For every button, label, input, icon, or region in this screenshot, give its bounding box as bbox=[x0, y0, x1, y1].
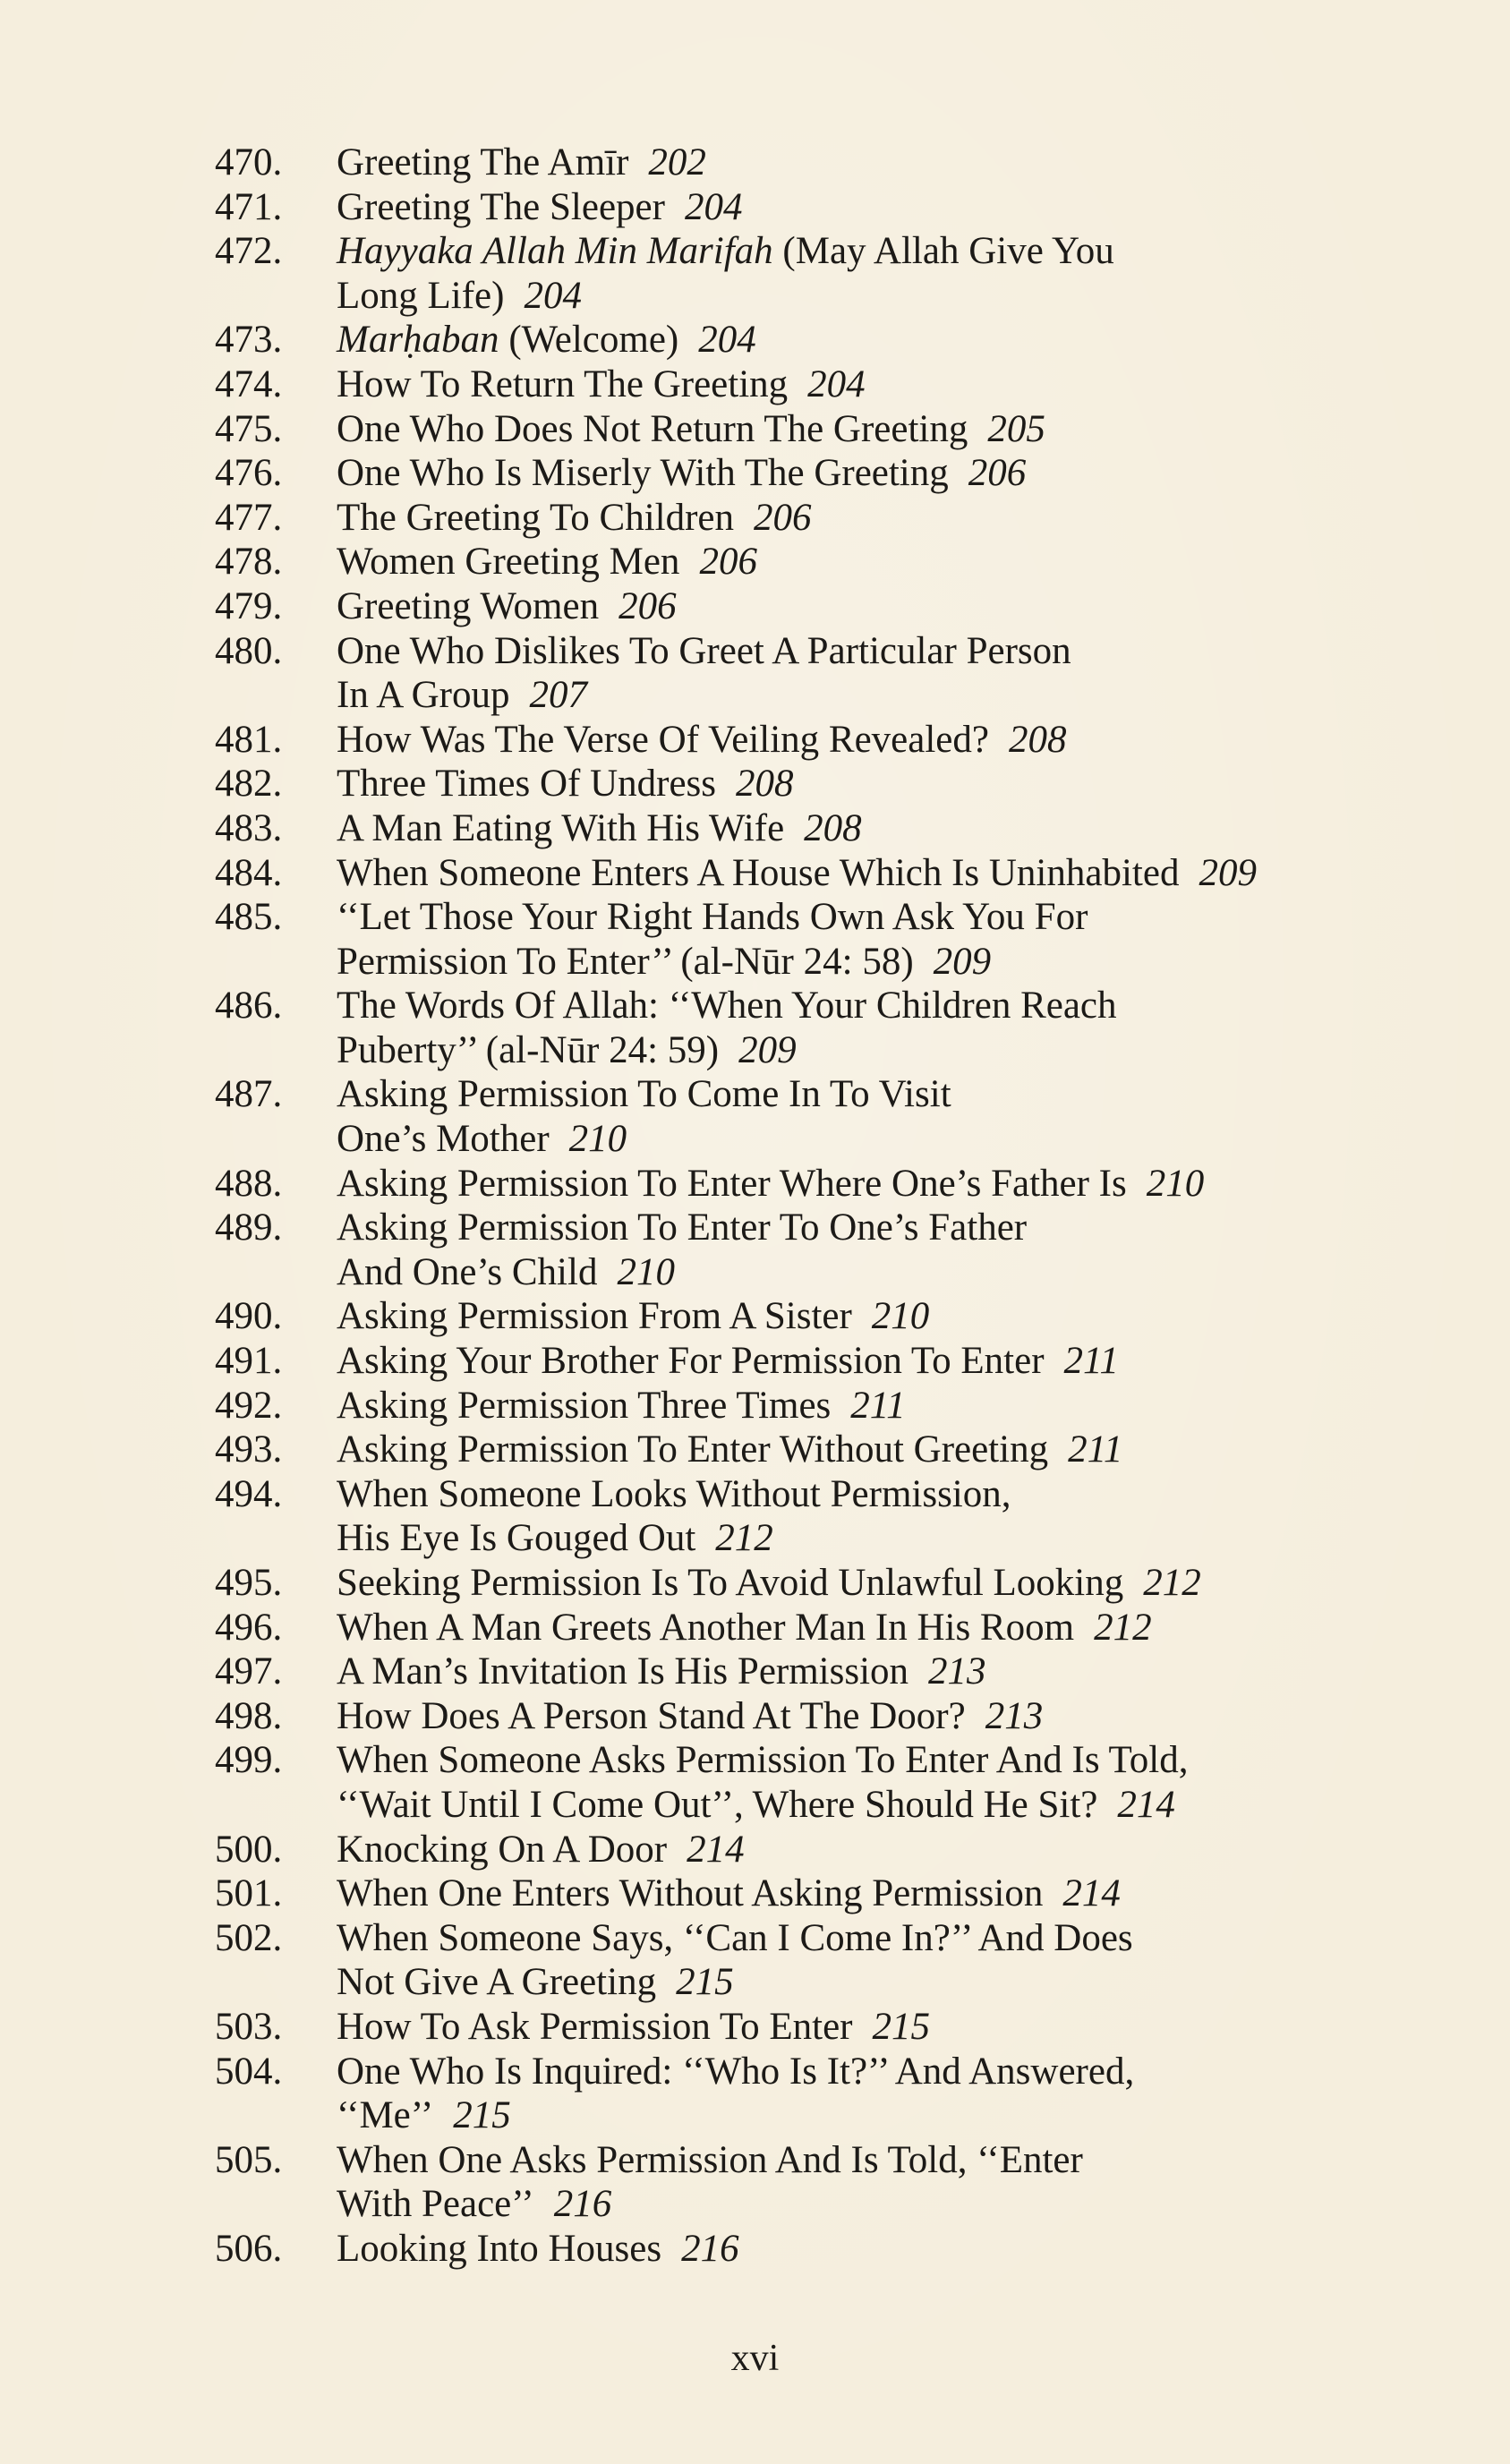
entry-title-italic-text: Marḥaban bbox=[337, 319, 499, 362]
entry-title-line bbox=[337, 806, 1468, 851]
entry-title-line bbox=[337, 1916, 1468, 1961]
entry-title-line bbox=[337, 762, 1468, 806]
entry-number: 477. bbox=[215, 496, 283, 539]
entry-title-text: Asking Permission To Come In To Visit bbox=[337, 1073, 951, 1116]
toc-entry bbox=[215, 1738, 1468, 1827]
entry-title-text: Knocking On A Door bbox=[337, 1828, 668, 1871]
entry-number: 482. bbox=[215, 763, 283, 806]
entry-title-text: Permission To Enter’’ (al-Nūr 24: 58) bbox=[337, 940, 914, 983]
entry-title-line bbox=[337, 1828, 1468, 1872]
entry-page-number: 213 bbox=[985, 1694, 1044, 1737]
entry-number: 489. bbox=[215, 1206, 283, 1249]
entry-title bbox=[337, 229, 1468, 318]
entry-title-text: Long Life) bbox=[337, 274, 505, 317]
toc-entry bbox=[215, 1294, 1468, 1339]
entry-page-number: 212 bbox=[715, 1517, 773, 1560]
entry-number: 506. bbox=[215, 2227, 283, 2270]
entry-page-number: 204 bbox=[807, 362, 866, 405]
entry-number: 492. bbox=[215, 1384, 283, 1427]
entry-number: 470. bbox=[215, 141, 283, 183]
entry-title bbox=[337, 2050, 1468, 2138]
entry-title-line bbox=[337, 496, 1468, 541]
entry-title-line bbox=[337, 274, 1468, 319]
entry-title bbox=[337, 1162, 1468, 1206]
entry-title-text: Greeting The Amīr bbox=[337, 141, 629, 183]
entry-title-text: A Man Eating With His Wife bbox=[337, 806, 785, 849]
entry-title-text: ‘‘Wait Until I Come Out’’, Where Should He Sit? bbox=[337, 1783, 1098, 1826]
entry-number: 471. bbox=[215, 185, 283, 228]
entry-number: 495. bbox=[215, 1562, 283, 1604]
entry-title-line bbox=[337, 2138, 1468, 2183]
entry-title bbox=[337, 2138, 1468, 2227]
toc-entry bbox=[215, 2005, 1468, 2050]
toc-entry bbox=[215, 141, 1468, 185]
entry-title-line bbox=[337, 1516, 1468, 1561]
entry-title bbox=[337, 629, 1468, 718]
entry-page-number: 209 bbox=[738, 1028, 797, 1071]
entry-number: 484. bbox=[215, 851, 283, 894]
entry-title-text: Asking Permission To Enter Without Greeting bbox=[337, 1428, 1049, 1471]
entry-number: 503. bbox=[215, 2005, 283, 2048]
toc-entry bbox=[215, 1650, 1468, 1694]
entry-title-text: His Eye Is Gouged Out bbox=[337, 1517, 696, 1560]
entry-title bbox=[337, 1650, 1468, 1694]
entry-page-number: 206 bbox=[699, 541, 757, 584]
entry-page-number: 214 bbox=[687, 1828, 745, 1871]
entry-title-line bbox=[337, 1561, 1468, 1606]
entry-title-text: The Words Of Allah: ‘‘When Your Children Reach bbox=[337, 985, 1117, 1027]
entry-number: 501. bbox=[215, 1872, 283, 1915]
entry-title bbox=[337, 1206, 1468, 1294]
entry-title bbox=[337, 1606, 1468, 1650]
page-folio: xvi bbox=[730, 2338, 780, 2379]
entry-title-text: Greeting Women bbox=[337, 584, 600, 627]
toc-entry bbox=[215, 1428, 1468, 1472]
entry-number: 491. bbox=[215, 1340, 283, 1383]
entry-title-line bbox=[337, 718, 1468, 763]
toc-entry bbox=[215, 1472, 1468, 1561]
entry-title-line bbox=[337, 1072, 1468, 1117]
entry-title bbox=[337, 540, 1468, 584]
entry-title-line bbox=[337, 185, 1468, 230]
entry-title bbox=[337, 451, 1468, 496]
entry-page-number: 202 bbox=[648, 141, 706, 183]
entry-page-number: 207 bbox=[529, 674, 587, 717]
entry-title-line bbox=[337, 1694, 1468, 1739]
toc-entry bbox=[215, 895, 1468, 984]
entry-title-text: Three Times Of Undress bbox=[337, 763, 716, 806]
entry-title-text: Asking Permission From A Sister bbox=[337, 1295, 852, 1338]
toc-entry bbox=[215, 851, 1468, 896]
entry-title-text: With Peace’’ bbox=[337, 2183, 534, 2226]
entry-title-line bbox=[337, 584, 1468, 629]
entry-number: 481. bbox=[215, 718, 283, 761]
entry-title-line bbox=[337, 984, 1468, 1028]
entry-page-number: 205 bbox=[987, 407, 1045, 450]
toc-entry bbox=[215, 1916, 1468, 2005]
entry-title bbox=[337, 1871, 1468, 1916]
entry-title-line bbox=[337, 1206, 1468, 1250]
entry-title-line bbox=[337, 629, 1468, 674]
entry-title bbox=[337, 1694, 1468, 1739]
toc-entry bbox=[215, 629, 1468, 718]
entry-page-number: 208 bbox=[804, 806, 862, 849]
toc-entry bbox=[215, 2227, 1468, 2272]
entry-title bbox=[337, 1294, 1468, 1339]
entry-page-number: 212 bbox=[1094, 1606, 1152, 1649]
entry-title-line bbox=[337, 1606, 1468, 1650]
entry-title-line bbox=[337, 451, 1468, 496]
entry-number: 502. bbox=[215, 1916, 283, 1959]
entry-title bbox=[337, 318, 1468, 362]
entry-title-text: Seeking Permission Is To Avoid Unlawful Looking bbox=[337, 1562, 1124, 1604]
entry-title-line bbox=[337, 2005, 1468, 2050]
entry-title-text: When A Man Greets Another Man In His Room bbox=[337, 1606, 1075, 1649]
entry-title-line bbox=[337, 229, 1468, 274]
entry-page-number: 211 bbox=[1063, 1340, 1119, 1383]
entry-page-number: 211 bbox=[850, 1384, 906, 1427]
toc-entry bbox=[215, 718, 1468, 763]
entry-page-number: 216 bbox=[553, 2183, 612, 2226]
entry-title-text: When Someone Looks Without Permission, bbox=[337, 1472, 1011, 1515]
entry-title-line bbox=[337, 1250, 1468, 1295]
entry-number: 493. bbox=[215, 1428, 283, 1471]
entry-title-text: (Welcome) bbox=[499, 319, 679, 362]
entry-title-italic-text: Hayyaka Allah Min Marifah bbox=[337, 230, 773, 273]
entry-title-line bbox=[337, 540, 1468, 584]
entry-number: 494. bbox=[215, 1472, 283, 1515]
entry-title bbox=[337, 1916, 1468, 2005]
entry-page-number: 204 bbox=[684, 185, 743, 228]
toc-entry bbox=[215, 318, 1468, 362]
entry-page-number: 214 bbox=[1062, 1872, 1121, 1915]
entry-number: 499. bbox=[215, 1739, 283, 1782]
toc-entry bbox=[215, 451, 1468, 496]
entry-number: 498. bbox=[215, 1694, 283, 1737]
entry-title-text: One Who Is Inquired: ‘‘Who Is It?’’ And Answered, bbox=[337, 2050, 1135, 2093]
entry-number: 473. bbox=[215, 319, 283, 362]
entry-number: 486. bbox=[215, 985, 283, 1027]
entry-page-number: 210 bbox=[871, 1295, 930, 1338]
entry-title bbox=[337, 141, 1468, 185]
entry-title bbox=[337, 584, 1468, 629]
entry-title-line bbox=[337, 851, 1468, 896]
entry-title-text: Asking Permission To Enter To One’s Father bbox=[337, 1206, 1028, 1249]
entry-title-line bbox=[337, 1650, 1468, 1694]
entry-number: 504. bbox=[215, 2050, 283, 2093]
entry-number: 480. bbox=[215, 629, 283, 672]
entry-title-text: Asking Your Brother For Permission To Enter bbox=[337, 1340, 1045, 1383]
entry-title-text: (May Allah Give You bbox=[772, 230, 1114, 273]
entry-title bbox=[337, 1384, 1468, 1428]
entry-title-line bbox=[337, 318, 1468, 362]
entry-title-line bbox=[337, 1960, 1468, 2005]
table-of-contents bbox=[215, 141, 1468, 2272]
entry-title-text: Puberty’’ (al-Nūr 24: 59) bbox=[337, 1028, 720, 1071]
toc-entry bbox=[215, 806, 1468, 851]
entry-title-line bbox=[337, 1162, 1468, 1206]
entry-page-number: 208 bbox=[736, 763, 794, 806]
toc-entry bbox=[215, 1072, 1468, 1161]
entry-page-number: 210 bbox=[1146, 1162, 1205, 1205]
entry-title bbox=[337, 806, 1468, 851]
entry-number: 505. bbox=[215, 2138, 283, 2181]
toc-entry bbox=[215, 584, 1468, 629]
entry-title-line bbox=[337, 1028, 1468, 1073]
entry-title-text: In A Group bbox=[337, 674, 510, 717]
entry-title-line bbox=[337, 2182, 1468, 2227]
entry-title bbox=[337, 1828, 1468, 1872]
entry-page-number: 213 bbox=[928, 1650, 986, 1693]
entry-title-line bbox=[337, 362, 1468, 407]
entry-title-text: How Was The Verse Of Veiling Revealed? bbox=[337, 718, 989, 761]
entry-page-number: 211 bbox=[1068, 1428, 1123, 1471]
entry-title-text: One Who Dislikes To Greet A Particular Person bbox=[337, 629, 1071, 672]
entry-title-line bbox=[337, 2050, 1468, 2094]
entry-title-text: When Someone Enters A House Which Is Uninhabited bbox=[337, 851, 1180, 894]
entry-title bbox=[337, 851, 1468, 896]
toc-entry bbox=[215, 1694, 1468, 1739]
entry-title-line bbox=[337, 1738, 1468, 1783]
entry-number: 497. bbox=[215, 1650, 283, 1693]
entry-page-number: 210 bbox=[568, 1118, 627, 1161]
entry-title-text: A Man’s Invitation Is His Permission bbox=[337, 1650, 909, 1693]
entry-title bbox=[337, 185, 1468, 230]
entry-title-text: One Who Does Not Return The Greeting bbox=[337, 407, 968, 450]
entry-number: 479. bbox=[215, 584, 283, 627]
toc-entry bbox=[215, 229, 1468, 318]
entry-title bbox=[337, 1738, 1468, 1827]
entry-title-text: How Does A Person Stand At The Door? bbox=[337, 1694, 966, 1737]
entry-page-number: 204 bbox=[524, 274, 582, 317]
entry-title bbox=[337, 895, 1468, 984]
entry-page-number: 215 bbox=[453, 2094, 511, 2137]
entry-title-line bbox=[337, 2227, 1468, 2272]
entry-title-text: And One’s Child bbox=[337, 1250, 598, 1293]
entry-title-line bbox=[337, 673, 1468, 718]
toc-entry bbox=[215, 2138, 1468, 2227]
toc-entry bbox=[215, 362, 1468, 407]
entry-title bbox=[337, 496, 1468, 541]
entry-number: 472. bbox=[215, 230, 283, 273]
entry-number: 490. bbox=[215, 1295, 283, 1338]
entry-title bbox=[337, 762, 1468, 806]
toc-entry bbox=[215, 540, 1468, 584]
entry-title bbox=[337, 1561, 1468, 1606]
entry-title-line bbox=[337, 1472, 1468, 1517]
entry-page-number: 212 bbox=[1143, 1562, 1201, 1604]
entry-page-number: 216 bbox=[681, 2227, 739, 2270]
toc-entry bbox=[215, 407, 1468, 452]
toc-entry bbox=[215, 762, 1468, 806]
entry-page-number: 206 bbox=[754, 496, 812, 539]
entry-title-text: When Someone Asks Permission To Enter And Is Told, bbox=[337, 1739, 1189, 1782]
entry-title-line bbox=[337, 895, 1468, 940]
entry-page-number: 204 bbox=[698, 319, 756, 362]
entry-number: 476. bbox=[215, 452, 283, 495]
entry-title bbox=[337, 1428, 1468, 1472]
entry-title-text: ‘‘Me’’ bbox=[337, 2094, 434, 2137]
entry-title-text: Asking Permission Three Times bbox=[337, 1384, 832, 1427]
entry-title-text: How To Return The Greeting bbox=[337, 362, 789, 405]
entry-title-line bbox=[337, 1294, 1468, 1339]
toc-entry bbox=[215, 1828, 1468, 1872]
entry-title-text: Greeting The Sleeper bbox=[337, 185, 665, 228]
entry-page-number: 214 bbox=[1117, 1783, 1175, 1826]
entry-title-text: When One Asks Permission And Is Told, ‘‘Enter bbox=[337, 2138, 1083, 2181]
entry-number: 485. bbox=[215, 896, 283, 939]
entry-title-line bbox=[337, 1384, 1468, 1428]
toc-entry bbox=[215, 496, 1468, 541]
entry-number: 487. bbox=[215, 1073, 283, 1116]
entry-title-text: Looking Into Houses bbox=[337, 2227, 662, 2270]
entry-title bbox=[337, 407, 1468, 452]
entry-title bbox=[337, 1339, 1468, 1384]
entry-title-text: When Someone Says, ‘‘Can I Come In?’’ And Does bbox=[337, 1916, 1133, 1959]
toc-entry bbox=[215, 1206, 1468, 1294]
toc-entry bbox=[215, 1871, 1468, 1916]
toc-entry bbox=[215, 1606, 1468, 1650]
toc-entry bbox=[215, 1384, 1468, 1428]
entry-title-line bbox=[337, 1428, 1468, 1472]
entry-page-number: 215 bbox=[872, 2005, 930, 2048]
entry-number: 478. bbox=[215, 541, 283, 584]
entry-title-line bbox=[337, 1783, 1468, 1828]
entry-number: 500. bbox=[215, 1828, 283, 1871]
entry-title bbox=[337, 362, 1468, 407]
toc-entry bbox=[215, 984, 1468, 1072]
entry-title bbox=[337, 2227, 1468, 2272]
entry-page-number: 210 bbox=[617, 1250, 675, 1293]
entry-title-line bbox=[337, 940, 1468, 985]
entry-title-line bbox=[337, 407, 1468, 452]
entry-title bbox=[337, 1472, 1468, 1561]
entry-title-line bbox=[337, 1117, 1468, 1162]
entry-page-number: 208 bbox=[1008, 718, 1067, 761]
entry-page-number: 209 bbox=[933, 940, 992, 983]
toc-entry bbox=[215, 1561, 1468, 1606]
entry-number: 475. bbox=[215, 407, 283, 450]
entry-number: 474. bbox=[215, 362, 283, 405]
toc-entry bbox=[215, 185, 1468, 230]
entry-title bbox=[337, 718, 1468, 763]
entry-title-text: ‘‘Let Those Your Right Hands Own Ask You For bbox=[337, 896, 1088, 939]
toc-entry bbox=[215, 1162, 1468, 1206]
entry-title bbox=[337, 1072, 1468, 1161]
entry-title bbox=[337, 984, 1468, 1072]
entry-page-number: 215 bbox=[676, 1961, 734, 2004]
entry-title-text: Not Give A Greeting bbox=[337, 1961, 657, 2004]
entry-page-number: 206 bbox=[619, 584, 677, 627]
entry-number: 496. bbox=[215, 1606, 283, 1649]
toc-entry bbox=[215, 2050, 1468, 2138]
toc-entry bbox=[215, 1339, 1468, 1384]
entry-title-line bbox=[337, 1871, 1468, 1916]
entry-number: 488. bbox=[215, 1162, 283, 1205]
entry-title-text: One’s Mother bbox=[337, 1118, 550, 1161]
entry-title-text: How To Ask Permission To Enter bbox=[337, 2005, 853, 2048]
entry-title-line bbox=[337, 2093, 1468, 2138]
entry-title-line bbox=[337, 1339, 1468, 1384]
entry-title-line bbox=[337, 141, 1468, 185]
entry-number: 483. bbox=[215, 806, 283, 849]
entry-title-text: When One Enters Without Asking Permission bbox=[337, 1872, 1044, 1915]
entry-title-text: The Greeting To Children bbox=[337, 496, 735, 539]
entry-title bbox=[337, 2005, 1468, 2050]
entry-title-text: Women Greeting Men bbox=[337, 541, 680, 584]
entry-title-text: Asking Permission To Enter Where One’s Father Is bbox=[337, 1162, 1127, 1205]
entry-page-number: 206 bbox=[968, 452, 1027, 495]
entry-page-number: 209 bbox=[1199, 851, 1257, 894]
entry-title-text: One Who Is Miserly With The Greeting bbox=[337, 452, 949, 495]
